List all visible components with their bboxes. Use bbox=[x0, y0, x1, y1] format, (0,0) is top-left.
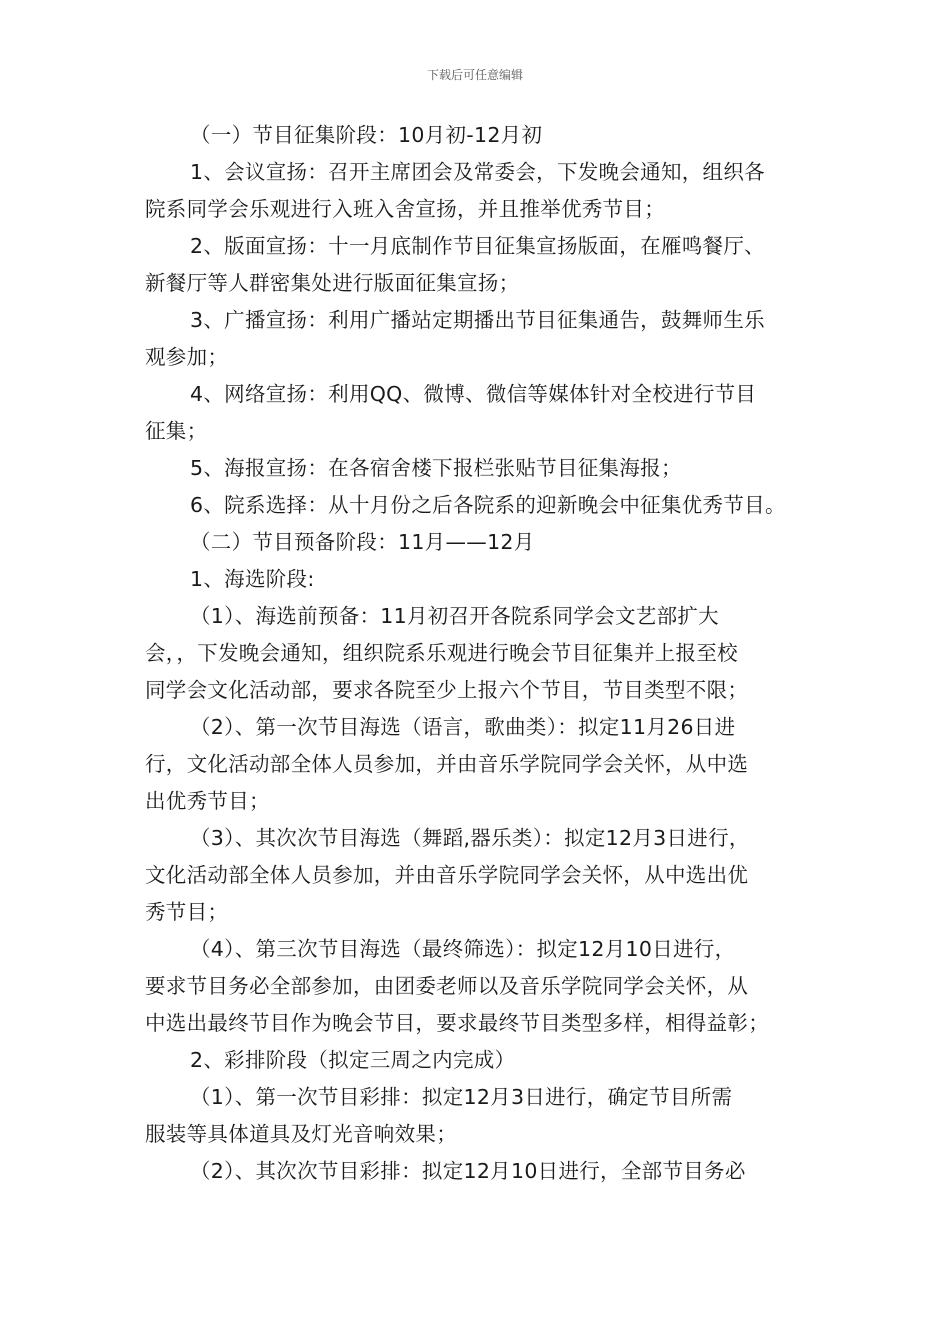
paragraph-line: 2、版面宣扬：十一月底制作节目征集宣扬版面，在雁鸣餐厅、 bbox=[190, 234, 765, 258]
paragraph-line: （1）、海选前预备：11月初召开各院系同学会文艺部扩大 bbox=[190, 604, 719, 628]
paragraph-line: （2）、第一次节目海选（语言，歌曲类）：拟定11月26日进 bbox=[190, 715, 736, 739]
paragraph-line: 征集； bbox=[145, 419, 208, 443]
paragraph-line: 秀节目； bbox=[145, 900, 229, 924]
paragraph-line: 要求节目务必全部参加，由团委老师以及音乐学院同学会关怀，从 bbox=[145, 974, 749, 998]
paragraph-line: 5、海报宣扬：在各宿舍楼下报栏张贴节目征集海报； bbox=[190, 456, 682, 480]
paragraph-line: （2）、其次次节目彩排：拟定12月10日进行，全部节目务必 bbox=[190, 1159, 746, 1183]
paragraph-line: 新餐厅等人群密集处进行版面征集宣扬； bbox=[145, 271, 520, 295]
paragraph-line: 会，，下发晚会通知，组织院系乐观进行晚会节目征集并上报至校 bbox=[145, 641, 738, 665]
paragraph-line: 1、会议宣扬：召开主席团会及常委会，下发晚会通知，组织各 bbox=[190, 160, 765, 184]
paragraph-line: 同学会文化活动部，要求各院至少上报六个节目，节目类型不限； bbox=[145, 678, 749, 702]
paragraph-line: （二）节目预备阶段：11月——12月 bbox=[190, 530, 535, 554]
paragraph-line: 3、广播宣扬：利用广播站定期播出节目征集通告，鼓舞师生乐 bbox=[190, 308, 765, 332]
paragraph-line: 6、院系选择：从十月份之后各院系的迎新晚会中征集优秀节目。 bbox=[190, 493, 786, 517]
paragraph-line: 出优秀节目； bbox=[145, 789, 270, 813]
paragraph-line: 4、网络宣扬：利用QQ、微博、微信等媒体针对全校进行节目 bbox=[190, 382, 757, 406]
paragraph-line: 1、海选阶段: bbox=[190, 567, 315, 591]
paragraph-line: （3）、其次次节目海选（舞蹈,器乐类）：拟定12月3日进行， bbox=[190, 826, 750, 850]
paragraph-line: 中选出最终节目作为晚会节目，要求最终节目类型多样，相得益彰； bbox=[145, 1011, 769, 1035]
paragraph-line: 2、彩排阶段（拟定三周之内完成） bbox=[190, 1048, 516, 1072]
paragraph-line: （一）节目征集阶段：10月初-12月初 bbox=[190, 123, 543, 147]
header-note: 下载后可任意编辑 bbox=[426, 68, 523, 82]
paragraph-line: 行，文化活动部全体人员参加，并由音乐学院同学会关怀，从中选 bbox=[145, 752, 749, 776]
document-body bbox=[145, 117, 820, 1190]
paragraph-line: 观参加； bbox=[145, 345, 229, 369]
paragraph-line: （4）、第三次节目海选（最终筛选）：拟定12月10日进行， bbox=[190, 937, 736, 961]
paragraph-line: 服装等具体道具及灯光音响效果； bbox=[145, 1122, 457, 1146]
paragraph-line: （1）、第一次节目彩排：拟定12月3日进行，确定节目所需 bbox=[190, 1085, 733, 1109]
paragraph-line: 院系同学会乐观进行入班入舍宣扬，并且推举优秀节目； bbox=[145, 197, 665, 221]
paragraph-line: 文化活动部全体人员参加，并由音乐学院同学会关怀，从中选出优 bbox=[145, 863, 749, 887]
